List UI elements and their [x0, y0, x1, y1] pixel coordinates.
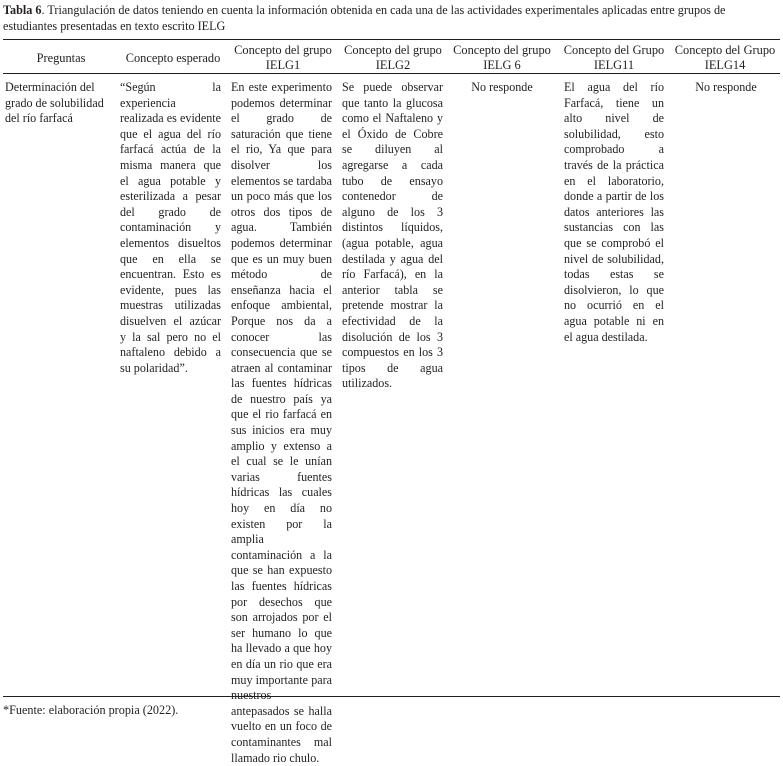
cell-ielg1: En este experimento podemos determinar el grado de saturación que tiene el rio, Ya que para disolver los elementos se tardaba un poco más que los otros dos tipos de agua. También podemos determinar que es un muy buen método de enseñanza hacia el enfoque ambiental, Porque nos da a conocer las consecuencia que se atraen al contaminar las fuentes hídricas de nuestro país ya que el rio farfacá en sus inicios era muy amplio y extenso a el cual se le unían varias fuentes hídricas las cuales hoy en día no existen por la amplia contaminación a la que se han expuesto las fuentes hídricas por desechos que son arrojados por el ser humano lo que ha llevado a que hoy en día un rio que era muy importante para antepasados se halla vuelto en un foco de contaminantes mal llamado rio chulo.	[231, 80, 332, 765]
table-footnote: *Fuente: elaboración propia (2022).	[3, 703, 179, 717]
table-header-rule	[3, 73, 780, 74]
cell-pregunta: Determinación del grado de solubilidad del río farfacá	[5, 80, 104, 126]
header-concepto-esperado: Concepto esperado	[125, 51, 221, 65]
cell-ielg14: No responde	[695, 80, 757, 94]
header-preguntas: Preguntas	[36, 51, 86, 65]
cell-ielg6: No responde	[471, 80, 533, 94]
header-ielg1: Concepto del grupo IELG1	[234, 43, 332, 72]
table-caption-label: Tabla 6	[3, 3, 42, 17]
table-caption	[3, 2, 779, 34]
header-ielg2: Concepto del grupo IELG2	[344, 43, 442, 72]
table-caption-text: . Triangulación de datos teniendo en cuenta la información obtenida en cada una de las actividades experimentales aplicadas entre grupos de estudiantes presentadas en texto escrito IELG	[3, 3, 726, 33]
cell-ielg11: El agua del río Farfacá, tiene un alto nivel de solubilidad, esto comprobado a través de la práctica en el laboratorio, donde a partir de los datos anteriores las sustancias con las que se comprobó el nivel de solubilidad, todas estas se disolvieron, lo que no ocurrió en el agua potable ni en el agua destilada.	[564, 80, 664, 344]
cell-ielg2: Se puede observar que tanto la glucosa como el Naftaleno y el Óxido de Cobre se diluyen al agregarse a cada tubo de ensayo contenedor de alguno de los 3 distintos líquidos, (agua potable, agua destilada y agua del río Farfacá), en la anterior tabla se pretende mostrar la efectividad de la disolución de los 3 compuestos en los 3 tipos de agua utilizados.	[342, 80, 443, 391]
cell-concepto-esperado: “Según la experiencia realizada es evidente que el agua del río farfacá actúa de la misma manera que el agua potable y esterilizada a pesar del grado de contaminación y elementos disueltos que en ella se encuentran. Esto es evidente, pues las muestras utilizadas disuelven el azúcar y la sal pero no el naftaleno debido a su polaridad”.	[120, 80, 221, 375]
header-ielg11: Concepto del Grupo IELG11	[563, 43, 665, 72]
header-ielg14: Concepto del Grupo IELG14	[674, 43, 776, 72]
table-top-rule	[3, 39, 780, 40]
table-bottom-rule	[3, 696, 780, 697]
header-ielg6: Concepto del grupo IELG 6	[453, 43, 551, 72]
